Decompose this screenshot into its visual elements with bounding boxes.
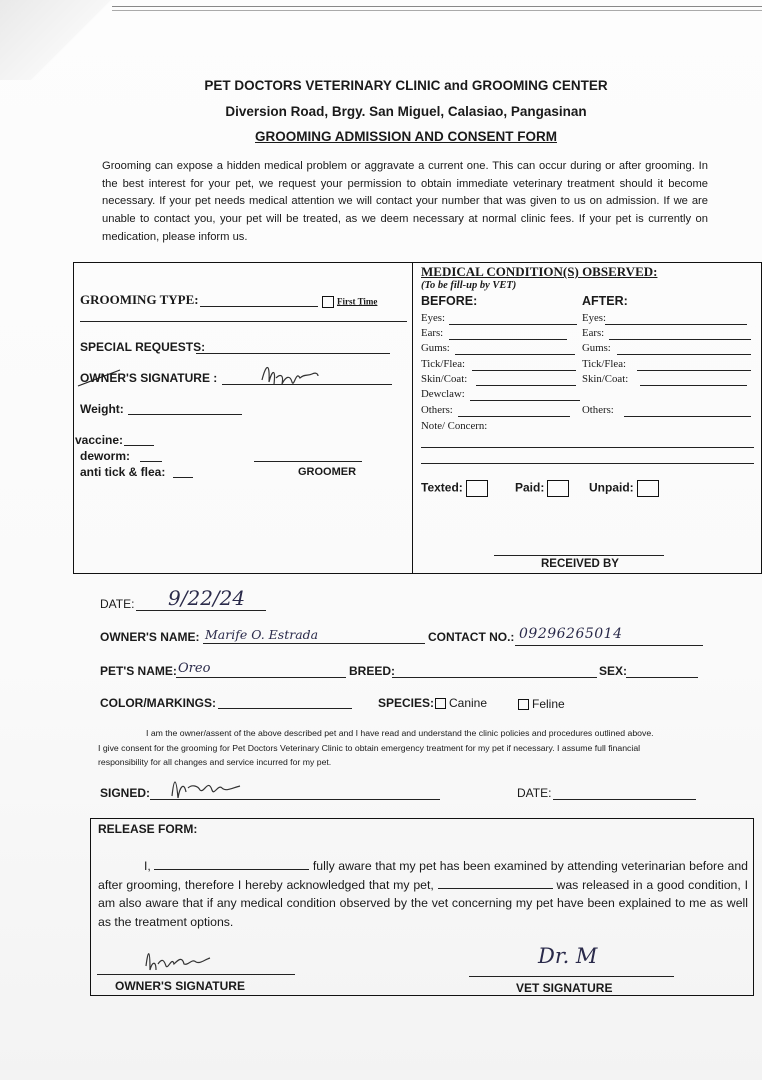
anti-tick-label: anti tick & flea:: [80, 465, 166, 479]
first-time-checkbox[interactable]: [322, 296, 334, 308]
release-text-3: was released in a good condition, I am also aware that if any medical condition observed by the vet concerning my pet have been explained to me as well as the treatment options.: [98, 877, 749, 929]
before-item-line[interactable]: [476, 385, 576, 386]
before-item-line[interactable]: [472, 370, 576, 371]
release-paragraph: [98, 857, 748, 931]
texted-checkbox[interactable]: [466, 480, 488, 497]
grooming-type-label: GROOMING TYPE:: [80, 292, 199, 307]
deworm-line: [140, 461, 162, 462]
date-line: [136, 610, 266, 611]
before-item-line[interactable]: [470, 400, 580, 401]
grooming-type-line: [200, 306, 318, 307]
contact-value[interactable]: 09296265014: [519, 626, 623, 642]
feline-label: Feline: [532, 697, 565, 711]
vet-signature-value[interactable]: Dr. M: [538, 944, 598, 968]
medical-subtitle: (To be fill-up by VET): [421, 280, 517, 291]
before-item-label: Tick/Flea:: [421, 358, 465, 370]
after-item-line[interactable]: [605, 324, 747, 325]
owner-release-signature-line: [97, 974, 295, 975]
deworm-label: deworm:: [80, 449, 131, 463]
owner-name-value[interactable]: Marife O. Estrada: [205, 627, 319, 642]
top-edge-line: [112, 6, 762, 7]
owner-name-label: OWNER'S NAME:: [100, 630, 200, 644]
pet-name-value[interactable]: Oreo: [178, 661, 211, 676]
sex-line: [626, 677, 698, 678]
unpaid-option[interactable]: [589, 480, 659, 497]
paid-option[interactable]: [515, 480, 569, 497]
first-time-label: First Time: [337, 296, 378, 307]
before-item-label: Skin/Coat:: [421, 373, 468, 385]
feline-checkbox[interactable]: [518, 699, 529, 710]
received-by-label: RECEIVED BY: [541, 558, 619, 570]
vet-signature-label: VET SIGNATURE: [516, 981, 613, 995]
grooming-type-line-2: [80, 321, 407, 322]
before-item-label: Others:: [421, 404, 453, 416]
after-item-label: Others:: [582, 404, 614, 416]
after-item-label: Ears:: [582, 327, 605, 339]
column-divider: [412, 262, 413, 574]
vaccine-line: [124, 445, 154, 446]
release-text-1: I,: [144, 859, 151, 873]
weight-line: [128, 414, 242, 415]
before-item-label: Eyes:: [421, 312, 445, 324]
groomer-line: [254, 461, 362, 462]
unpaid-label: Unpaid:: [589, 480, 634, 495]
special-requests-line: [196, 353, 390, 354]
before-item-label: Ears:: [421, 327, 444, 339]
before-label: BEFORE:: [421, 294, 478, 308]
after-item-line[interactable]: [640, 385, 747, 386]
owner-release-signature-label: OWNER'S SIGNATURE: [115, 979, 245, 993]
form-title: GROOMING ADMISSION AND CONSENT FORM: [255, 129, 557, 144]
owner-release-signature: [144, 946, 224, 974]
pet-name-label: PET'S NAME:: [100, 664, 177, 678]
owner-signature-scribble: [260, 360, 320, 392]
before-item-line[interactable]: [449, 324, 577, 325]
canine-label: Canine: [449, 696, 488, 710]
before-item-line[interactable]: [458, 416, 570, 417]
date-label: DATE:: [100, 597, 135, 611]
pet-name-line: [176, 677, 346, 678]
after-item-line[interactable]: [624, 416, 751, 417]
consent-line-3: responsibility for all changes and service incurred for my pet.: [98, 757, 332, 767]
consent-date-line: [553, 799, 696, 800]
signed-signature: [168, 772, 248, 802]
before-item-line[interactable]: [455, 354, 575, 355]
clinic-address: Diversion Road, Brgy. San Miguel, Calasiao, Pangasinan: [225, 104, 587, 119]
before-item-line[interactable]: [449, 339, 567, 340]
texted-label: Texted:: [421, 480, 463, 495]
before-item-label: Gums:: [421, 342, 450, 354]
owner-signature-label: OWNER'S SIGNATURE :: [80, 371, 218, 385]
after-label: AFTER:: [582, 294, 628, 308]
vet-signature-line: [469, 976, 674, 977]
canine-checkbox[interactable]: [435, 698, 446, 709]
unpaid-checkbox[interactable]: [637, 480, 659, 497]
signed-label: SIGNED:: [100, 786, 151, 800]
release-title: RELEASE FORM:: [98, 822, 198, 836]
weight-label: Weight:: [80, 402, 124, 416]
note-line-1: [421, 447, 754, 448]
color-line: [218, 708, 352, 709]
after-item-line[interactable]: [637, 370, 751, 371]
after-item-label: Eyes:: [582, 312, 606, 324]
intro-paragraph: Grooming can expose a hidden medical problem or aggravate a current one. This can occur during or after grooming. In the best interest for your pet, we request your permission to obtain immediate veterinary treatment should it become necessary. If your pet needs medical attention we will contact your number that was given to us on admission. If we are unable to contact you, your pet will be treated, as we deem necessary at normal clinic fees. If your pet is currently on medication, please inform us.: [102, 160, 708, 243]
note-line-2: [421, 463, 754, 464]
before-item-label: Dewclaw:: [421, 388, 465, 400]
sex-label: SEX:: [599, 664, 628, 678]
release-text-2: fully aware that my pet has been examined by attending veterinarian before and after grooming, therefore I hereby acknowledged that my pet,: [98, 859, 749, 892]
paid-checkbox[interactable]: [547, 480, 569, 497]
strike-mark: [76, 368, 136, 390]
page-fold: [0, 0, 120, 80]
texted-option[interactable]: [421, 480, 488, 497]
canine-option[interactable]: [435, 696, 487, 710]
contact-label: CONTACT NO.:: [428, 630, 515, 644]
special-requests-label: SPECIAL REQUESTS:: [80, 340, 206, 354]
breed-label: BREED:: [349, 664, 396, 678]
breed-line: [392, 677, 597, 678]
contact-line: [515, 645, 703, 646]
after-item-line[interactable]: [617, 354, 751, 355]
owner-name-line: [203, 643, 425, 644]
paid-label: Paid:: [515, 480, 545, 495]
feline-option[interactable]: [518, 697, 565, 711]
after-item-label: Gums:: [582, 342, 611, 354]
top-edge-line: [112, 10, 762, 11]
after-item-label: Tick/Flea:: [582, 358, 626, 370]
vaccine-label: vaccine:: [75, 433, 124, 447]
note-label: Note/ Concern:: [421, 420, 488, 432]
release-owner-blank[interactable]: [154, 858, 309, 870]
consent-line-1: I am the owner/assent of the above described pet and I have read and understand the clinic policies and procedures outlined above.: [146, 728, 654, 738]
date-value[interactable]: 9/22/24: [168, 586, 246, 610]
after-item-line[interactable]: [609, 339, 751, 340]
first-time-option[interactable]: [322, 296, 377, 308]
medical-title: MEDICAL CONDITION(S) OBSERVED:: [421, 264, 658, 279]
release-pet-blank[interactable]: [438, 877, 553, 889]
color-label: COLOR/MARKINGS:: [100, 696, 216, 710]
admission-box: [73, 262, 762, 574]
clinic-name: PET DOCTORS VETERINARY CLINIC and GROOMING CENTER: [204, 78, 608, 93]
received-by-line: [494, 555, 664, 556]
after-item-label: Skin/Coat:: [582, 373, 629, 385]
consent-date-label: DATE:: [517, 786, 552, 800]
species-label: SPECIES:: [378, 696, 435, 710]
groomer-label: GROOMER: [298, 466, 357, 478]
anti-tick-line: [173, 477, 193, 478]
consent-line-2: I give consent for the grooming for Pet Doctors Veterinary Clinic to obtain emergency treatment for my pet if necessary. I assume full financial: [98, 743, 641, 753]
